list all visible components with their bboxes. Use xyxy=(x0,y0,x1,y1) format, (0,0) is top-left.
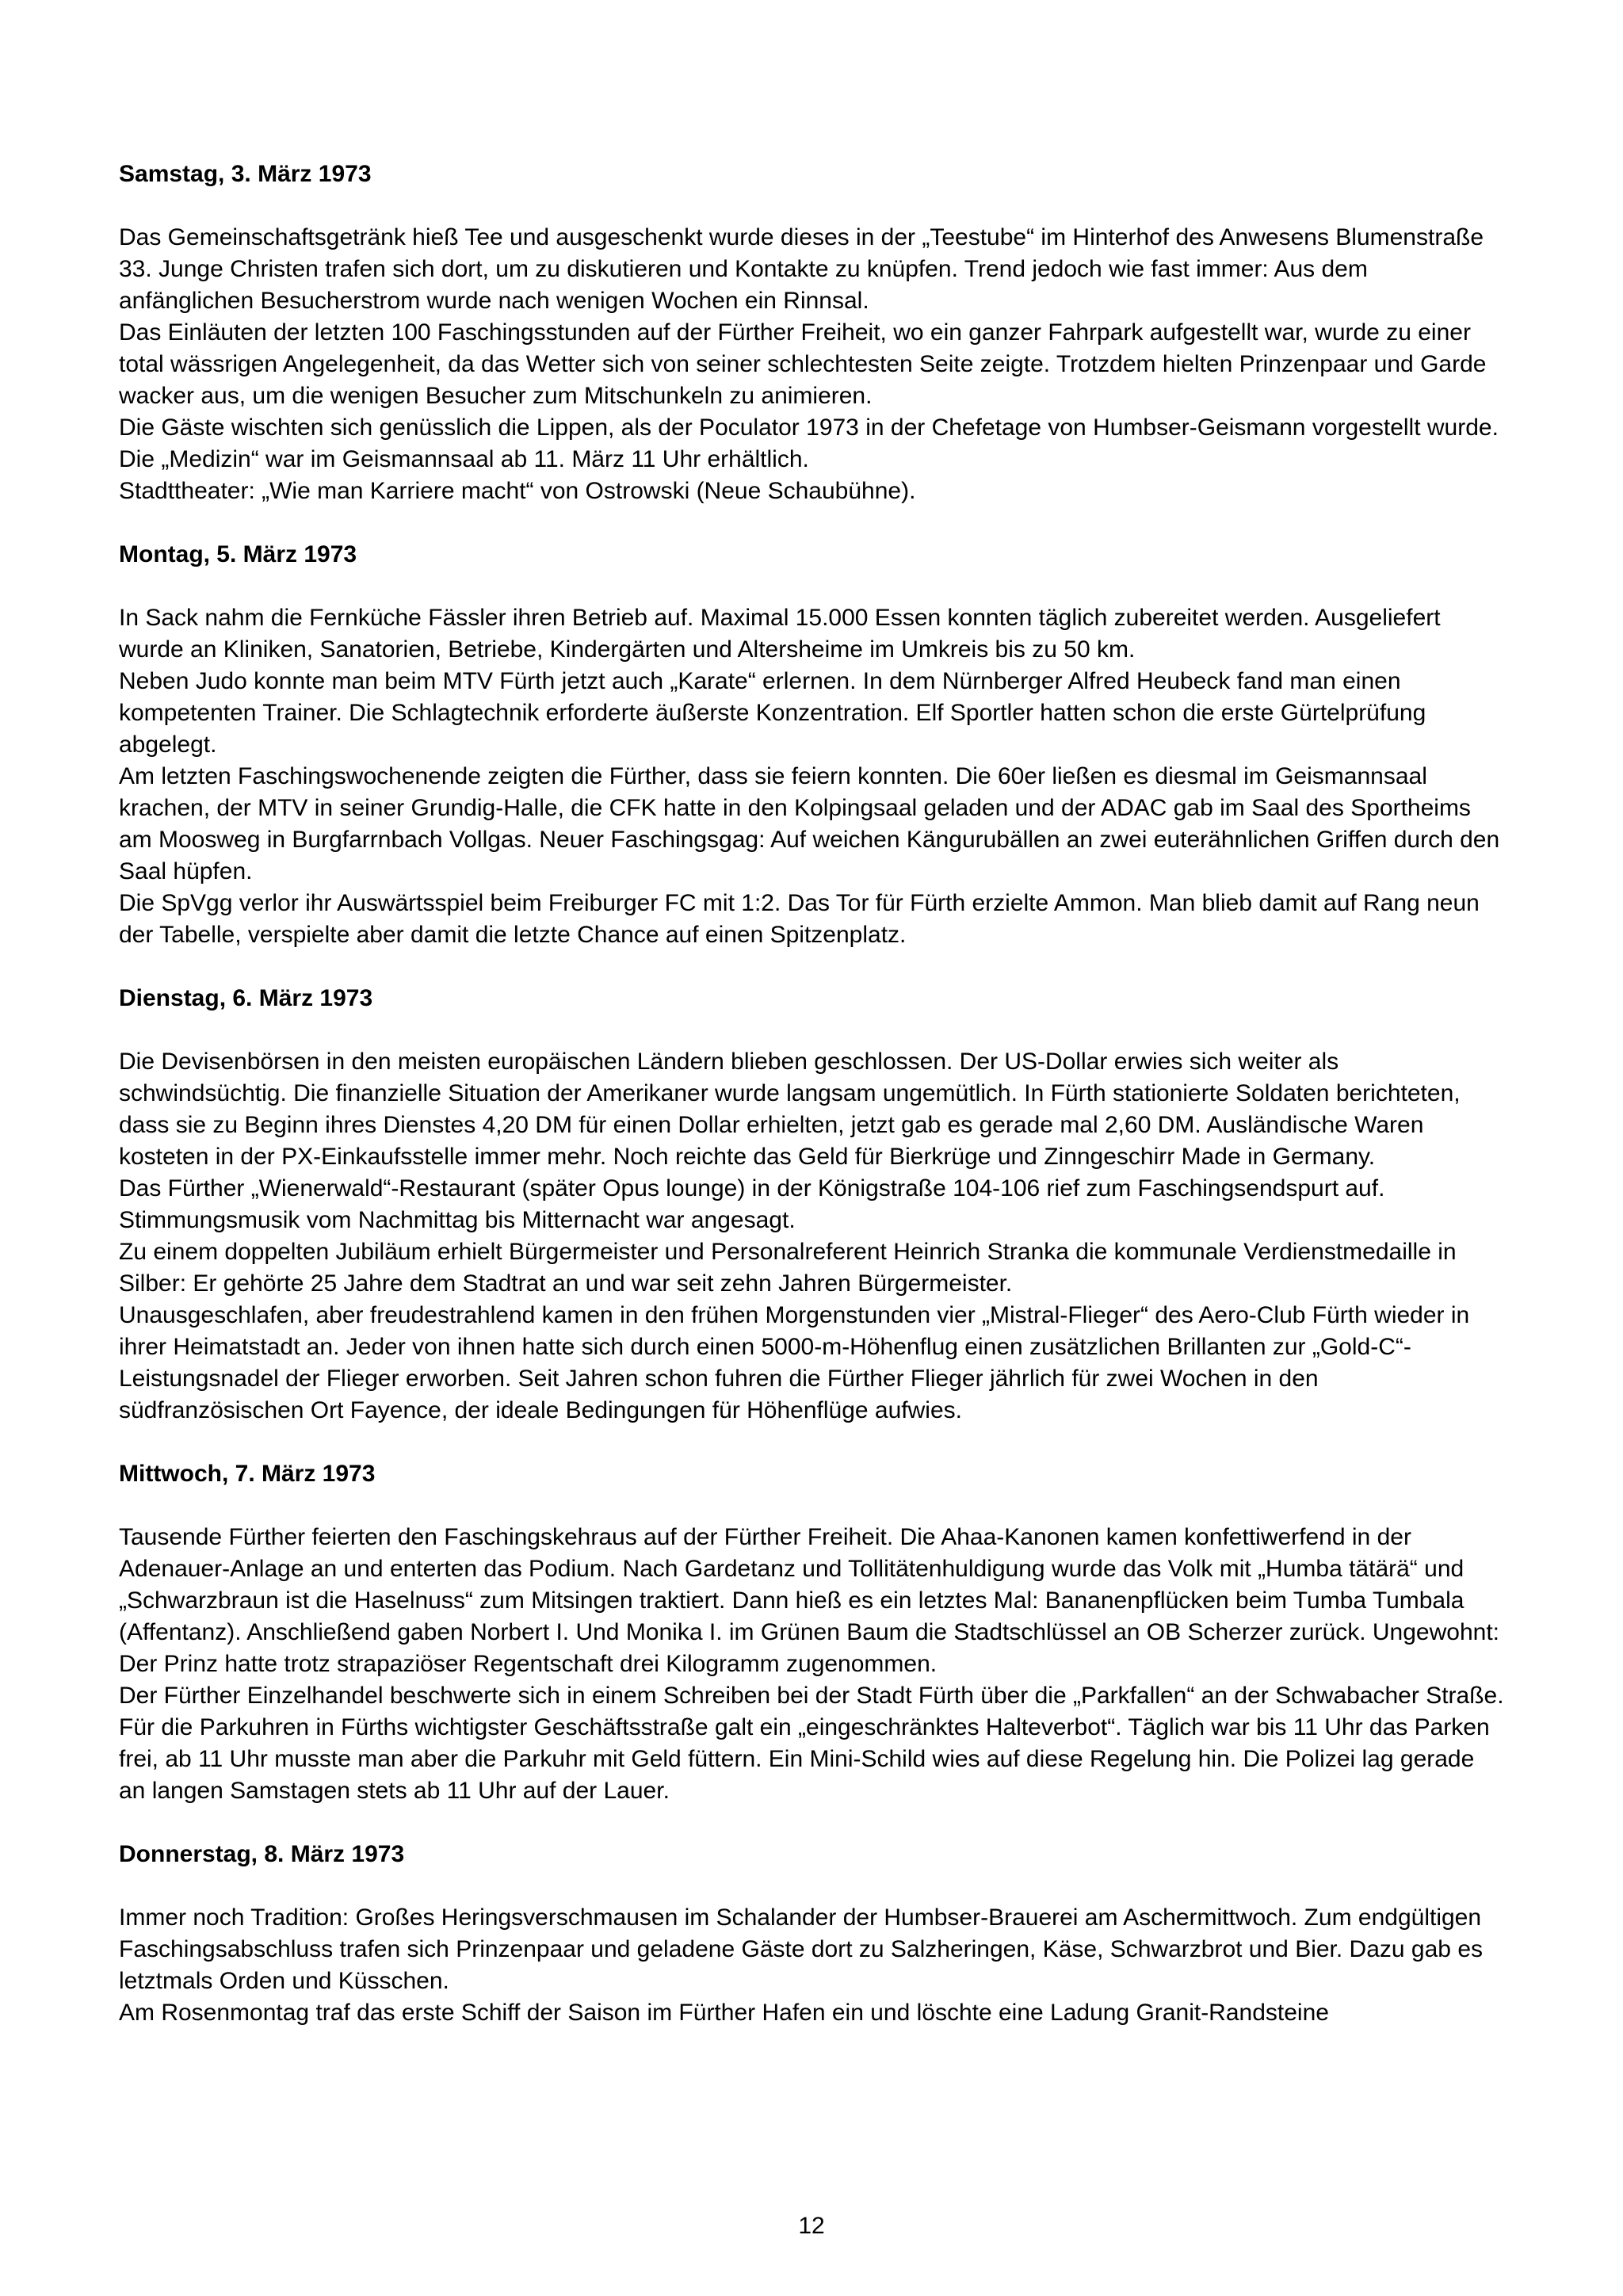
section-dienstag-6-maerz-1973 xyxy=(119,983,1506,1427)
section-mittwoch-7-maerz-1973 xyxy=(119,1458,1506,1807)
paragraph: Tausende Fürther feierten den Faschingskehraus auf der Fürther Freiheit. Die Ahaa-Kanonen kamen konfettiwerfend in der Adenauer-Anlage an und enterten das Podium. Nach Gardetanz und Tollitätenhuldigung wurde das Volk mit „Humba tätärä“ und „Schwarzbraun ist die Haselnuss“ zum Mitsingen traktiert. Dann hieß es ein letztes Mal: Bananenpflücken beim Tumba Tumbala (Affentanz). Anschließend gaben Norbert I. Und Monika I. im Grünen Baum die Stadtschlüssel an OB Scherzer zurück. Ungewohnt: Der Prinz hatte trotz strapaziöser Regentschaft drei Kilogramm zugenommen. xyxy=(119,1524,1499,1677)
section-heading: Donnerstag, 8. März 1973 xyxy=(119,1841,405,1867)
section-samstag-3-maerz-1973 xyxy=(119,159,1506,507)
paragraph: Unausgeschlafen, aber freudestrahlend kamen in den frühen Morgenstunden vier „Mistral-Flieger“ des Aero-Club Fürth wieder in ihrer Heimatstadt an. Jeder von ihnen hatte sich durch einen 5000-m-Höhenflug einen zusätzlichen Brillanten zur „Gold-C“-Leistungsnadel der Flieger erworben. Seit Jahren schon fuhren die Fürther Flieger jährlich für zwei Wochen in den südfranzösischen Ort Fayence, der ideale Bedingungen für Höhenflüge aufwies. xyxy=(119,1302,1470,1423)
paragraph: Immer noch Tradition: Großes Heringsverschmausen im Schalander der Humbser-Brauerei am Aschermittwoch. Zum endgültigen Faschingsabschluss trafen sich Prinzenpaar und geladene Gäste dort zu Salzheringen, Käse, Schwarzbrot und Bier. Dazu gab es letztmals Orden und Küsschen. xyxy=(119,1904,1484,1994)
section-heading: Samstag, 3. März 1973 xyxy=(119,161,372,187)
paragraph: Die Gäste wischten sich genüsslich die Lippen, als der Poculator 1973 in der Chefetage von Humbser-Geismann vorgestellt wurde. Die „Medizin“ war im Geismannsaal ab 11. März 11 Uhr erhältlich. xyxy=(119,415,1499,472)
page-number: 12 xyxy=(798,2213,825,2239)
paragraph: Zu einem doppelten Jubiläum erhielt Bürgermeister und Personalreferent Heinrich Stranka die kommunale Verdienstmedaille in Silber: Er gehörte 25 Jahre dem Stadtrat an und war seit zehn Jahren Bürgermeister. xyxy=(119,1239,1457,1297)
paragraph: Am letzten Faschingswochenende zeigten die Fürther, dass sie feiern konnten. Die 60er ließen es diesmal im Geismannsaal krachen, der MTV in seiner Grundig-Halle, die CFK hatte in den Kolpingsaal geladen und der ADAC gab im Saal des Sportheims am Moosweg in Burgfarrnbach Vollgas. Neuer Faschingsgag: Auf weichen Kängurubällen an zwei euterähnlichen Griffen durch den Saal hüpfen. xyxy=(119,763,1500,884)
section-heading: Dienstag, 6. März 1973 xyxy=(119,985,373,1011)
paragraph: Das Gemeinschaftsgetränk hieß Tee und ausgeschenkt wurde dieses in der „Teestube“ im Hinterhof des Anwesens Blumenstraße 33. Junge Christen trafen sich dort, um zu diskutieren und Kontakte zu knüpfen. Trend jedoch wie fast immer: Aus dem anfänglichen Besucherstrom wurde nach wenigen Wochen ein Rinnsal. xyxy=(119,224,1484,314)
paragraph: Neben Judo konnte man beim MTV Fürth jetzt auch „Karate“ erlernen. In dem Nürnberger Alfred Heubeck fand man einen kompetenten Trainer. Die Schlagtechnik erforderte äußerste Konzentration. Elf Sportler hatten schon die erste Gürtelprüfung abgelegt. xyxy=(119,668,1426,758)
paragraph: Stadttheater: „Wie man Karriere macht“ von Ostrowski (Neue Schaubühne). xyxy=(119,478,916,504)
paragraph: Der Fürther Einzelhandel beschwerte sich in einem Schreiben bei der Stadt Fürth über die „Parkfallen“ an der Schwabacher Straße. Für die Parkuhren in Fürths wichtigster Geschäftsstraße galt ein „eingeschränktes Halteverbot“. Täglich war bis 11 Uhr das Parken frei, ab 11 Uhr musste man aber die Parkuhr mit Geld füttern. Ein Mini-Schild wies auf diese Regelung hin. Die Polizei lag gerade an langen Samstagen stets ab 11 Uhr auf der Lauer. xyxy=(119,1683,1504,1804)
section-heading: Montag, 5. März 1973 xyxy=(119,541,357,567)
section-donnerstag-8-maerz-1973 xyxy=(119,1839,1506,2029)
section-montag-5-maerz-1973 xyxy=(119,539,1506,951)
paragraph: Die SpVgg verlor ihr Auswärtsspiel beim Freiburger FC mit 1:2. Das Tor für Fürth erzielte Ammon. Man blieb damit auf Rang neun der Tabelle, verspielte aber damit die letzte Chance auf einen Spitzenplatz. xyxy=(119,890,1480,948)
paragraph: In Sack nahm die Fernküche Fässler ihren Betrieb auf. Maximal 15.000 Essen konnten täglich zubereitet werden. Ausgeliefert wurde an Kliniken, Sanatorien, Betriebe, Kindergärten und Altersheime im Umkreis bis zu 50 km. xyxy=(119,605,1441,663)
paragraph: Die Devisenbörsen in den meisten europäischen Ländern blieben geschlossen. Der US-Dollar erwies sich weiter als schwindsüchtig. Die finanzielle Situation der Amerikaner wurde langsam ungemütlich. In Fürth stationierte Soldaten berichteten, dass sie zu Beginn ihres Dienstes 4,20 DM für einen Dollar erhielten, jetzt gab es gerade mal 2,60 DM. Ausländische Waren kosteten in der PX-Einkaufsstelle immer mehr. Noch reichte das Geld für Bierkrüge und Zinngeschirr Made in Germany. xyxy=(119,1049,1461,1170)
paragraph: Am Rosenmontag traf das erste Schiff der Saison im Fürther Hafen ein und löschte eine Ladung Granit-Randsteine xyxy=(119,2000,1329,2026)
section-heading: Mittwoch, 7. März 1973 xyxy=(119,1461,376,1487)
paragraph: Das Einläuten der letzten 100 Faschingsstunden auf der Fürther Freiheit, wo ein ganzer Fahrpark aufgestellt war, wurde zu einer total wässrigen Angelegenheit, da das Wetter sich von seiner schlechtesten Seite zeigte. Trotzdem hielten Prinzenpaar und Garde wacker aus, um die wenigen Besucher zum Mitschunkeln zu animieren. xyxy=(119,319,1487,409)
paragraph: Das Fürther „Wienerwald“-Restaurant (später Opus lounge) in der Königstraße 104-106 rief zum Faschingsendspurt auf. Stimmungsmusik vom Nachmittag bis Mitternacht war angesagt. xyxy=(119,1175,1385,1233)
